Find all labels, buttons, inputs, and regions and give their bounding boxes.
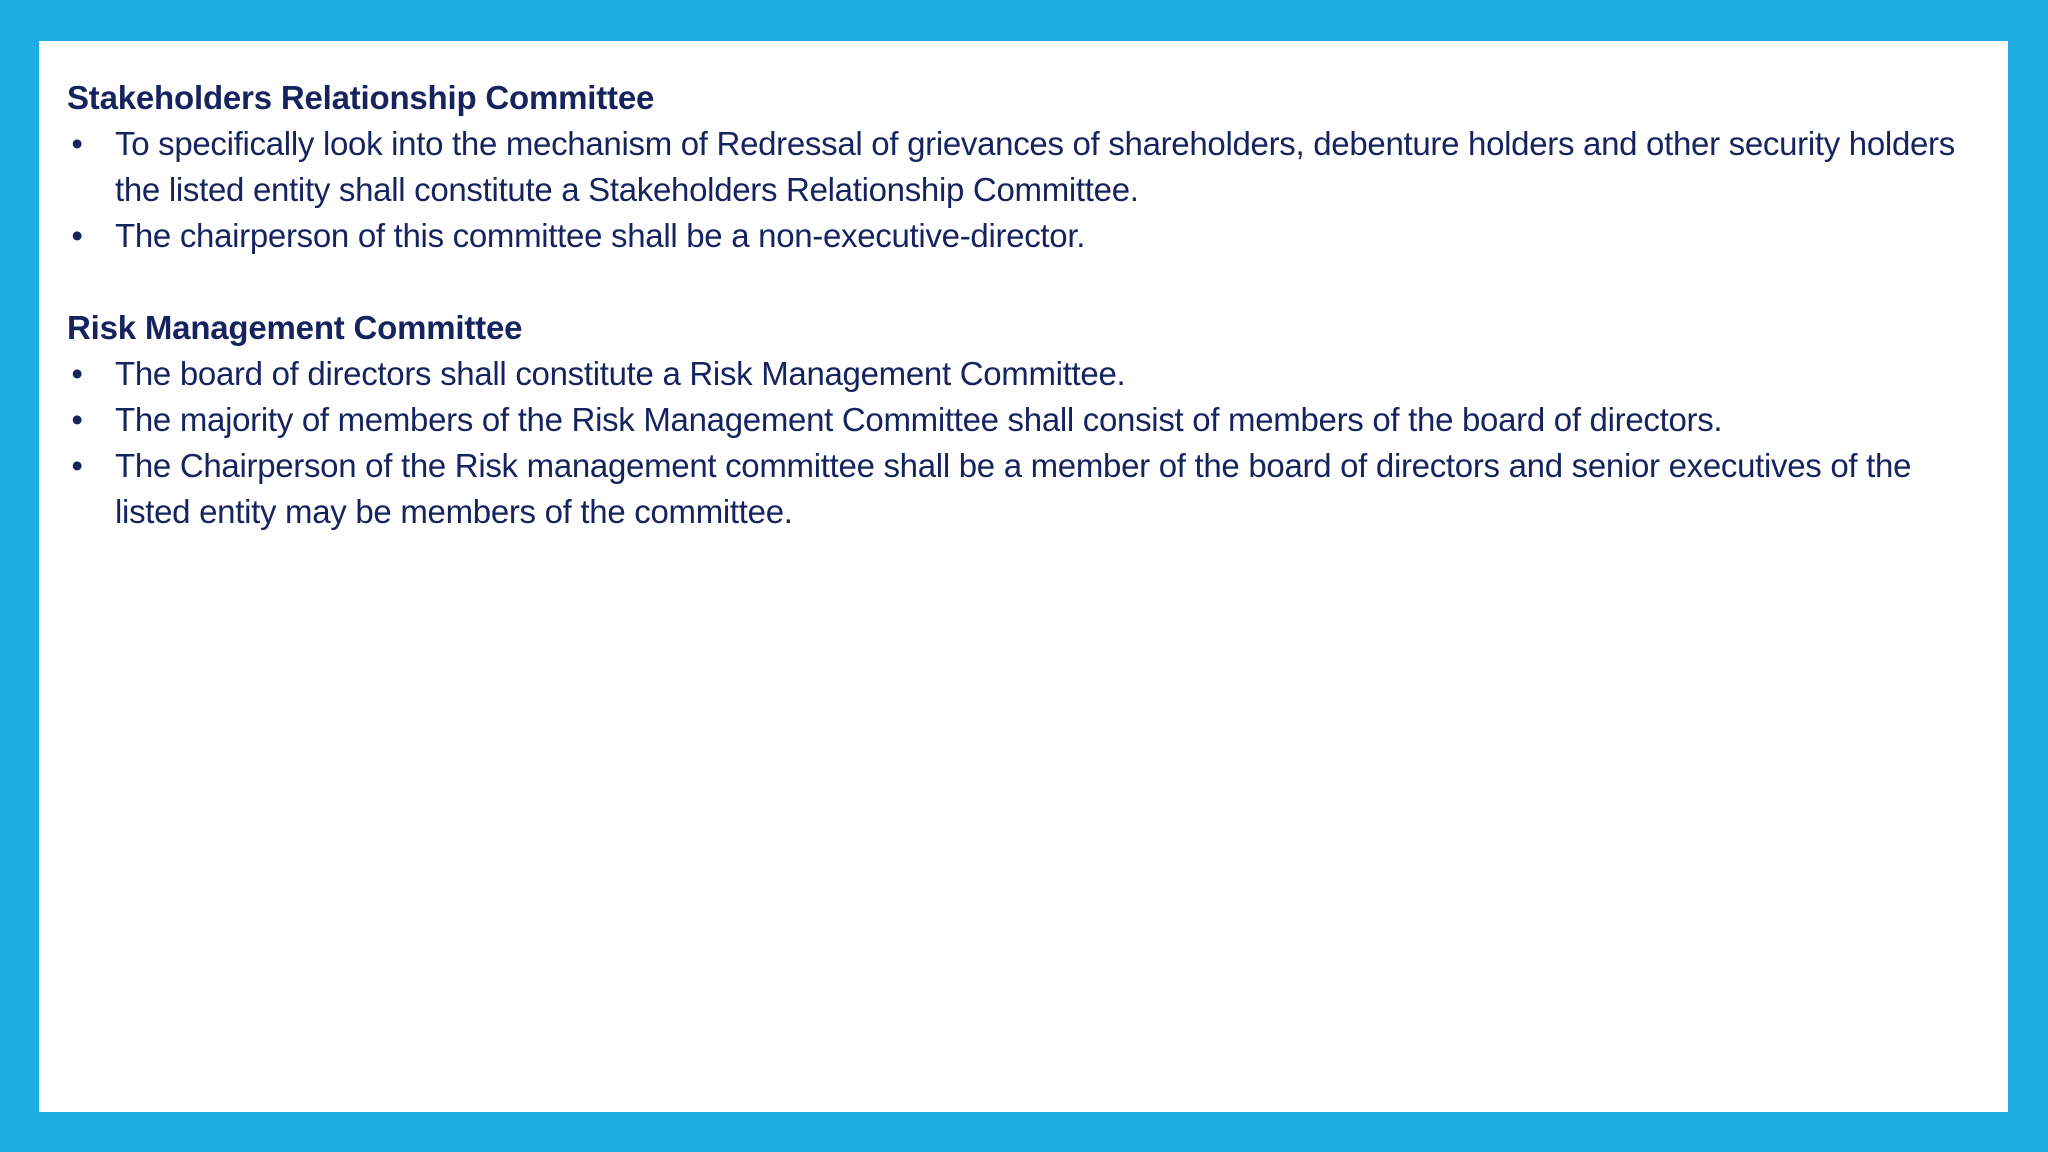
slide-canvas [39,41,2008,1112]
bullet-item [67,213,1967,259]
bullet-text: The board of directors shall constitute a Risk Management Committee. [115,355,1126,392]
bullet-icon: • [71,217,83,254]
bullet-text: The chairperson of this committee shall be a non-executive-director. [115,217,1086,254]
section-stakeholders-committee [67,75,1967,259]
bullet-icon: • [71,401,83,438]
section-heading: Stakeholders Relationship Committee [67,79,655,116]
bullet-icon: • [71,447,83,484]
bullet-list [67,351,1967,535]
bullet-icon: • [71,355,83,392]
bullet-text: To specifically look into the mechanism of Redressal of grievances of shareholders, debenture holders and other security holders the listed entity shall constitute a Stakeholders Relationship Committee. [115,125,1955,208]
bullet-item [67,443,1967,535]
bullet-item [67,351,1967,397]
bullet-item [67,121,1967,213]
bullet-text: The majority of members of the Risk Management Committee shall consist of members of the board of directors. [115,401,1723,438]
section-risk-committee [67,305,1967,535]
section-heading: Risk Management Committee [67,309,523,346]
bullet-text: The Chairperson of the Risk management committee shall be a member of the board of directors and senior executives of the listed entity may be members of the committee. [115,447,1912,530]
bullet-item [67,397,1967,443]
slide-content [67,75,1967,581]
bullet-list [67,121,1967,259]
bullet-icon: • [71,125,83,162]
